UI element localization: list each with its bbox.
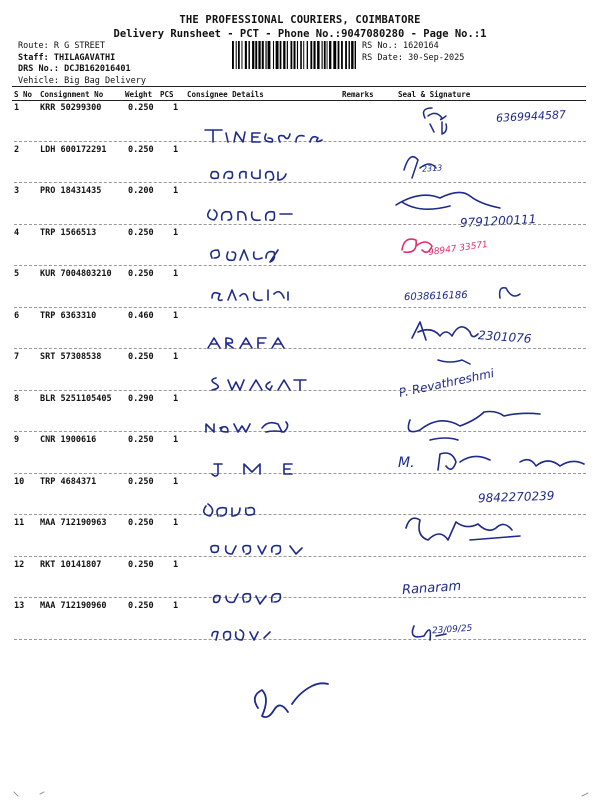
row-seal-handwriting: 6369944587 [495,108,567,125]
consignee-handwriting-10 [204,504,255,516]
staff-line: Staff: THILAGAVATHI [18,52,116,63]
signature-5 [500,288,520,298]
row-consignment-no: TRP 4684371 [40,476,97,487]
row-seal-handwriting: 9791200111 [459,212,537,230]
consignee-handwriting-3 [208,210,292,220]
row-seal-handwriting: P. Revathreshmi [397,366,496,400]
signature-6 [412,322,478,340]
vehicle-value: Big Bag Delivery [64,75,146,86]
signature-8 [408,412,540,441]
signature-3 [396,192,500,209]
row-seal-handwriting: M. [398,455,415,471]
staff-value: THILAGAVATHI [53,52,116,63]
row-consignment-no: KRR 50299300 [40,103,102,113]
drs-value: DCJB162016401 [64,64,131,74]
route-line: Route: R G STREET [18,41,106,51]
col-sno: S No [14,90,33,99]
row-weight: 0.200 [128,186,154,196]
consignee-handwriting-4 [211,250,278,262]
consignee-handwriting-5 [212,290,288,300]
row-consignment-no: TRP 1566513 [40,227,97,238]
drs-line: DRS No.: DCJB162016401 [18,64,131,74]
consignee-handwriting-9 [212,464,292,476]
company-title: THE PROFESSIONAL COURIERS, COIMBATORE [179,14,421,26]
row-pcs: 1 [173,559,179,570]
row-pcs: 1 [173,186,179,196]
row-sno: 4 [14,227,20,238]
row-weight: 0.250 [128,559,154,570]
signature-1 [424,108,447,134]
consignee-handwriting-7 [212,378,306,390]
row-sno: 12 [14,559,25,570]
row-pcs: 1 [173,103,179,113]
signature-4 [402,239,432,252]
row-weight: 0.250 [128,269,154,279]
consignee-handwriting-12 [214,594,281,604]
row-consignment-no: RKT 10141807 [40,559,102,570]
row-seal-handwriting: 2301076 [477,328,532,346]
row-sno: 6 [14,310,20,321]
row-weight: 0.290 [128,393,154,404]
row-weight: 0.250 [128,476,154,487]
row-seal-handwriting: 23/09/25 [431,623,473,637]
row-seal-handwriting: 9842270239 [477,488,555,506]
row-weight: 0.250 [128,227,154,238]
scan-specks [14,792,588,796]
consignee-handwriting-11 [211,546,302,554]
row-seal-handwriting: 2313 [421,163,443,174]
bottom-initial-signature [255,683,328,717]
signature-2 [404,157,436,178]
row-pcs: 1 [173,435,179,445]
row-sno: 13 [14,601,25,611]
signature-9 [438,453,584,470]
row-pcs: 1 [173,476,179,487]
row-pcs: 1 [173,227,179,238]
col-weight: Weight [125,90,153,99]
row-pcs: 1 [173,518,179,528]
row-sno: 8 [14,393,20,404]
col-remarks: Remarks [342,90,374,99]
row-sno: 7 [14,352,20,362]
row-pcs: 1 [173,352,179,362]
col-consignment: Consignment No [40,90,104,99]
consignee-handwriting-2 [211,170,286,180]
rs-no-line: RS No.: 1620164 [362,41,439,51]
row-sno: 9 [14,435,20,445]
col-pcs: PCS [160,90,174,99]
row-pcs: 1 [173,144,179,155]
signature-13 [412,626,446,640]
row-consignment-no: KUR 7004803210 [40,269,112,279]
row-seal-handwriting: 98947 33571 [427,239,489,259]
row-consignment-no: SRT 57308538 [40,352,102,362]
row-sno: 3 [14,186,20,196]
row-sno: 5 [14,269,20,279]
row-consignment-no: CNR 1900616 [40,435,97,445]
row-sno: 11 [14,518,25,528]
signature-7-top [438,360,470,364]
row-seal-handwriting: Ranaram [401,578,462,599]
row-consignment-no: BLR 5251105405 [40,393,112,404]
consignee-handwriting-13 [212,630,270,640]
signature-11 [406,518,520,540]
col-signature: Seal & Signature [398,90,471,99]
row-sno: 10 [14,476,25,487]
row-consignment-no: LDH 600172291 [40,144,107,155]
row-weight: 0.250 [128,144,154,155]
rs-date-line: RS Date: 30-Sep-2025 [362,52,465,63]
row-pcs: 1 [173,393,179,404]
row-weight: 0.250 [128,518,154,528]
vehicle-line: Vehicle: Big Bag Delivery [18,75,146,86]
row-pcs: 1 [173,601,179,611]
row-consignment-no: TRP 6363310 [40,310,97,321]
row-consignment-no: MAA 712190963 [40,518,107,528]
row-weight: 0.250 [128,601,154,611]
row-sno: 1 [14,103,20,113]
row-consignment-no: MAA 712190960 [40,601,107,611]
row-sno: 2 [14,144,20,155]
consignee-handwriting-8 [206,422,288,432]
runsheet-subtitle: Delivery Runsheet - PCT - Phone No.:9047080280 - Page No.:1 [113,28,487,40]
row-weight: 0.250 [128,435,154,445]
row-consignment-no: PRO 18431435 [40,186,102,196]
rs-no-value: 1620164 [402,41,439,51]
row-pcs: 1 [173,310,179,321]
row-pcs: 1 [173,269,179,279]
row-weight: 0.250 [128,352,154,362]
row-weight: 0.250 [128,103,154,113]
route-value: R G STREET [53,41,106,51]
consignee-handwriting-6 [208,338,284,348]
consignee-handwriting-1 [205,130,322,142]
row-weight: 0.460 [128,310,154,321]
rs-date-value: 30-Sep-2025 [408,52,465,63]
col-consignee: Consignee Details [187,90,264,99]
row-seal-handwriting: 6038616186 [403,289,468,304]
